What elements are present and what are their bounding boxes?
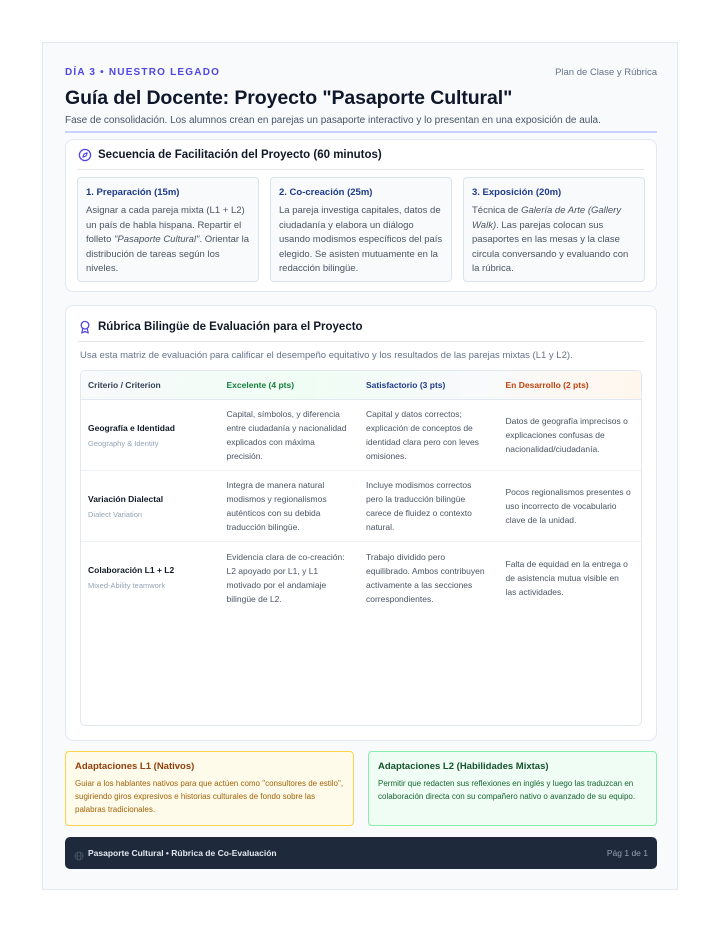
cell-excellent: Capital, símbolos, y diferencia entre ciudadanía y nacionalidad explicados con máxima precisión. xyxy=(226,409,347,461)
criterion-english: Dialect Variation xyxy=(88,509,143,519)
page-number: Pág 1 de 1 xyxy=(606,848,648,858)
rubric-title: Rúbrica Bilingüe de Evaluación para el Proyecto xyxy=(98,320,363,333)
compass-icon xyxy=(78,148,92,162)
step-title: 1. Preparación (15m) xyxy=(86,187,180,198)
adaptations-l2-box xyxy=(368,751,657,826)
criterion-cell xyxy=(81,494,219,519)
award-icon xyxy=(78,320,92,334)
step-card-preparation xyxy=(77,177,259,282)
rubric-section xyxy=(65,305,657,741)
step-card-exhibition xyxy=(463,177,645,282)
document-page xyxy=(42,42,678,890)
cell-developing: Datos de geografía imprecisos o explicaciones confusas de nacionalidad/ciudadanía. xyxy=(505,416,628,454)
header-criterion: Criterio / Criterion xyxy=(88,380,161,390)
header-excellent: Excelente (4 pts) xyxy=(226,380,295,390)
day-kicker: DÍA 3 • NUESTRO LEGADO xyxy=(65,66,221,78)
sequence-section xyxy=(65,139,657,292)
criterion-name: Geografía e Identidad xyxy=(88,422,175,433)
step-title: 2. Co-creación (25m) xyxy=(279,187,373,198)
table-row xyxy=(81,400,641,471)
criterion-name: Colaboración L1 + L2 xyxy=(88,565,175,575)
header-developing: En Desarrollo (2 pts) xyxy=(505,380,589,390)
page-header xyxy=(65,65,657,126)
table-header-row xyxy=(81,371,641,400)
page-title: Guía del Docente: Proyecto "Pasaporte Cultural" xyxy=(65,87,513,109)
step-description: Asignar a cada pareja mixta (L1 + L2) un país de habla hispana. Repartir el folleto "Pasaporte Cultural". Orientar la distribución de tareas según los niveles. xyxy=(86,205,250,274)
adaptations-l1-text: Guiar a los hablantes nativos para que actúen como "consultores de estilo", sugiriendo giros expresivos e historias culturales de fondo sobre las palabras tradicionales. xyxy=(75,779,344,814)
page-footer xyxy=(65,837,657,869)
rubric-intro: Usa esta matriz de evaluación para calificar el desempeño equitativo y los resultados de las parejas mixtas (L1 y L2). xyxy=(80,350,573,361)
step-card-cocreation xyxy=(270,177,452,282)
criterion-cell xyxy=(81,565,219,590)
page-subtitle: Fase de consolidación. Los alumnos crean en parejas un pasaporte interactivo y lo presentan en una exposición de aula. xyxy=(65,115,601,126)
criterion-english: Geography & Identity xyxy=(88,438,159,448)
header-divider xyxy=(65,131,657,133)
step-description: Técnica de Galería de Arte (Gallery Walk). Las parejas colocan sus pasaportes en las mesas y la clase circula conversando y evaluando con la rúbrica. xyxy=(472,205,629,274)
adaptations-l1-title: Adaptaciones L1 (Nativos) xyxy=(75,761,195,772)
cell-excellent: Evidencia clara de co-creación: L2 apoyado por L1, y L1 motivado por el andamiaje bilingüe de L2. xyxy=(226,551,345,604)
adaptations-l1-box xyxy=(65,751,354,826)
adaptations-l2-title: Adaptaciones L2 (Habilidades Mixtas) xyxy=(378,761,549,772)
table-row xyxy=(81,542,641,613)
cell-excellent: Integra de manera natural modismos y regionalismos auténticos con su debida traducción bilingüe. xyxy=(226,480,327,532)
document-type-label: Plan de Clase y Rúbrica xyxy=(555,66,657,78)
cell-developing: Pocos regionalismos presentes o uso incorrecto de vocabulario clave de la unidad. xyxy=(505,487,631,525)
sequence-title: Secuencia de Facilitación del Proyecto (60 minutos) xyxy=(98,148,382,161)
header-satisfactory: Satisfactorio (3 pts) xyxy=(366,380,446,390)
criterion-cell xyxy=(81,423,219,448)
adaptations-l2-text: Permitir que redacten sus reflexiones en inglés y luego las traduzcan en colaboración directa con su compañero nativo o avanzado de su equipo. xyxy=(378,779,636,801)
cell-developing: Falta de equidad en la entrega o de asistencia mutua visible en las actividades. xyxy=(505,558,628,597)
step-description: La pareja investiga capitales, datos de ciudadanía y elabora un diálogo usando modismos específicos del país elegido. Se asisten mutuamente en la redacción bilingüe. xyxy=(279,205,443,274)
cell-satisfactory: Incluye modismos correctos pero la traducción bilingüe carece de fluidez o contexto natural. xyxy=(365,480,472,532)
criterion-english: Mixed-Ability teamwork xyxy=(88,581,166,590)
step-title: 3. Exposición (20m) xyxy=(472,187,562,198)
cell-satisfactory: Capital y datos correctos; explicación de conceptos de identidad clara pero con leves omisiones. xyxy=(365,409,479,461)
table-row xyxy=(81,471,641,542)
globe-icon xyxy=(74,848,84,858)
criterion-name: Variación Dialectal xyxy=(88,493,164,504)
cell-satisfactory: Trabajo dividido pero equilibrado. Ambos contribuyen activamente a las secciones correspondientes. xyxy=(365,551,485,604)
rubric-table xyxy=(80,370,642,726)
footer-title: Pasaporte Cultural • Rúbrica de Co-Evaluación xyxy=(88,848,277,858)
